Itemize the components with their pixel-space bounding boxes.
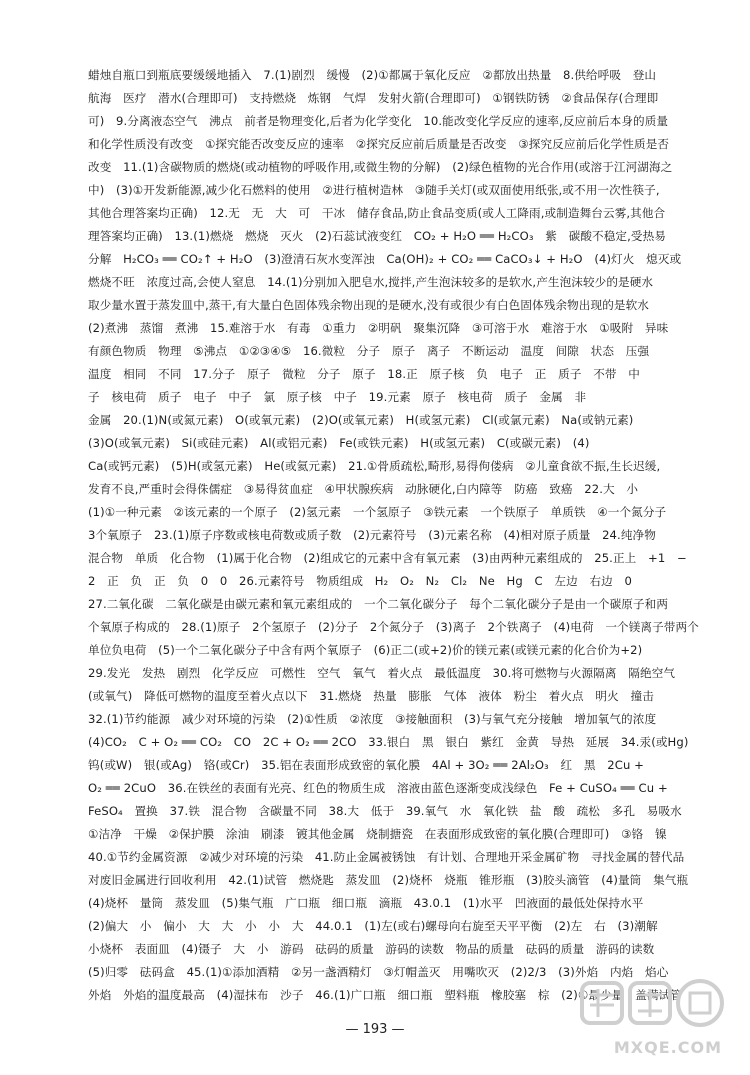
text-line: 金属 20.(1)N(或氮元素) O(或氧元素) (2)O(或氧元素) H(或氢元素) Cl(或氯元素) Na(或钠元素) <box>88 413 634 427</box>
text-line: 子 核电荷 质子 电子 中子 氯 原子核 中子 19.元素 原子 核电荷 质子 金属 非 <box>88 390 587 404</box>
text-line: 其他合理答案均正确) 12.无 无 大 可 干冰 储存食品,防止食品变质(或人工降雨,或制造舞台云雾,其他合 <box>88 206 666 220</box>
answer-text-block <box>88 64 724 1007</box>
text-line: 对废旧金属进行回收利用 42.(1)试管 燃烧匙 蒸发皿 (2)烧杯 烧瓶 锥形瓶 (3)胶头滴管 (4)量筒 集气瓶 <box>88 873 689 887</box>
text-line: 27.二氧化碳 二氧化碳是由碳元素和氧元素组成的 一个二氧化碳分子 每个二氧化碳分子是由一个碳原子和两 <box>88 597 669 611</box>
watermark-domain: MXQE.COM <box>613 1038 722 1057</box>
page-number: — 193 — <box>345 1022 405 1037</box>
text-line: 和化学性质没有改变 ①探究能否改变反应的速率 ②探究反应前后质量是否改变 ③探究反应前后化学性质是否 <box>88 137 670 151</box>
text-line: 3个氧原子 23.(1)原子序数或核电荷数或质子数 (2)元素符号 (3)元素名称 (4)相对原子质量 24.纯净物 <box>88 528 656 542</box>
watermark-logo-icon <box>578 977 728 1033</box>
text-line: 发育不良,严重时会得侏儒症 ③易得贫血症 ④甲状腺疾病 动脉硬化,白内障等 防癌 致癌 22.大 小 <box>88 482 639 496</box>
text-line: (2)偏大 小 偏小 大 大 小 小 大 44.0.1 (1)左(或右)螺母向右旋至天平平衡 (2)左 右 (3)潮解 <box>88 919 658 933</box>
text-line: 29.发光 发热 剧烈 化学反应 可燃性 空气 氧气 着火点 最低温度 30.将可燃物与火源隔离 隔绝空气 <box>88 666 676 680</box>
text-line: (4)CO₂ C + O₂ ══ CO₂ CO 2C + O₂ ══ 2CO 33.银白 黑 银白 紫红 金黄 导热 延展 34.汞(或Hg) <box>88 735 689 749</box>
text-line: ①洁净 干燥 ②保护膜 涂油 刷漆 镀其他金属 烧制搪瓷 在表面形成致密的氧化膜(合理即可) ③铬 镍 <box>88 827 667 841</box>
watermark <box>578 977 728 1057</box>
text-line: (3)O(或氧元素) Si(或硅元素) Al(或铝元素) Fe(或铁元素) H(或氢元素) C(或碳元素) (4) <box>88 436 590 450</box>
text-line: (2)煮沸 蒸馏 煮沸 15.难溶于水 有毒 ①重力 ②明矾 聚集沉降 ③可溶于水 难溶于水 ①吸附 异味 <box>88 321 669 335</box>
text-line: 分解 H₂CO₃ ══ CO₂↑ + H₂O (3)澄清石灰水变浑浊 Ca(OH)₂ + CO₂ ══ CaCO₃↓ + H₂O (4)灯火 熄灭或 <box>88 252 682 266</box>
text-line: 个氧原子构成的 28.(1)原子 2个氢原子 (2)分子 2个氮分子 (3)离子 2个铁离子 (4)电荷 一个镁离子带两个 <box>88 620 699 634</box>
text-line: (4)烧杯 量筒 蒸发皿 (5)集气瓶 广口瓶 细口瓶 滴瓶 43.0.1 (1)水平 凹液面的最低处保持水平 <box>88 896 644 910</box>
text-line: 中) (3)①开发新能源,减少化石燃料的使用 ②进行植树造林 ③随手关灯(或双面使用纸张,或不用一次性筷子, <box>88 183 660 197</box>
text-line: 32.(1)节约能源 减少对环境的污染 (2)①性质 ②浓度 ③接触面积 (3)与氧气充分接触 增加氧气的浓度 <box>88 712 657 726</box>
text-line: 混合物 单质 化合物 (1)属于化合物 (2)组成它的元素中含有氧元素 (3)由两种元素组成的 25.正上 +1 − <box>88 551 687 565</box>
text-line: 小烧杯 表面皿 (4)镊子 大 小 游码 砝码的质量 游码的读数 物品的质量 砝码的质量 游码的读数 <box>88 942 655 956</box>
text-line: 外焰 外焰的温度最高 (4)湿抹布 沙子 46.(1)广口瓶 细口瓶 塑料瓶 橡胶塞 棕 (2)①最少量 盖满试管 <box>88 988 682 1002</box>
text-line: 航海 医疗 潜水(合理即可) 支持燃烧 炼钢 气焊 发射火箭(合理即可) ①钢铁防锈 ②食品保存(合理即 <box>88 91 659 105</box>
text-line: 有颜色物质 物理 ⑤沸点 ①②③④⑤ 16.微粒 分子 原子 离子 不断运动 温度 间隙 状态 压强 <box>88 344 650 358</box>
text-line: 理答案均正确) 13.(1)燃烧 燃烧 灭火 (2)石蕊试液变红 CO₂ + H₂O ══ H₂CO₃ 紫 碳酸不稳定,受热易 <box>88 229 666 243</box>
text-line: 40.①节约金属资源 ②减少对环境的污染 41.防止金属被锈蚀 有计划、合理地开采金属矿物 寻找金属的替代品 <box>88 850 685 864</box>
text-line: O₂ ══ 2CuO 36.在铁丝的表面有光亮、红色的物质生成 溶液由蓝色逐渐变成浅绿色 Fe + CuSO₄ ══ Cu + <box>88 781 668 795</box>
text-line: (或氧气) 降低可燃物的温度至着火点以下 31.燃烧 热量 膨胀 气体 液体 粉尘 着火点 明火 撞击 <box>88 689 654 703</box>
text-line: 单位负电荷 (5)一个二氧化碳分子中含有两个氧原子 (6)正二(或+2)价的镁元素(或镁元素的化合价为+2) <box>88 643 643 657</box>
text-line: 燃烧不旺 浓度过高,会使人窒息 14.(1)分别加入肥皂水,搅拌,产生泡沫较多的是软水,产生泡沫较少的是硬水 <box>88 275 654 289</box>
text-line: 取少量水置于蒸发皿中,蒸干,有大量白色固体残余物出现的是硬水,没有或很少有白色固体残余物出现的是软水 <box>88 298 649 312</box>
text-line: 蜡烛自瓶口到瓶底要缓缓地插入 7.(1)剧烈 缓慢 (2)①都属于氧化反应 ②都放出热量 8.供给呼吸 登山 <box>88 68 657 82</box>
text-line: 温度 相同 不同 17.分子 原子 微粒 分子 原子 18.正 原子核 负 电子 正 质子 不带 中 <box>88 367 641 381</box>
text-line: 可) 9.分离液态空气 沸点 前者是物理变化,后者为化学变化 10.能改变化学反应的速率,反应前后本身的质量 <box>88 114 669 128</box>
text-line: Ca(或钙元素) (5)H(或氢元素) He(或氦元素) 21.①骨质疏松,畸形,易得佝偻病 ②儿童食欲不振,生长迟缓, <box>88 459 661 473</box>
text-line: 钨(或W) 银(或Ag) 铬(或Cr) 35.铝在表面形成致密的氧化膜 4Al + 3O₂ ══ 2Al₂O₃ 红 黑 2Cu + <box>88 758 644 772</box>
text-line: 2 正 负 正 负 0 0 26.元素符号 物质组成 H₂ O₂ N₂ Cl₂ Ne Hg C 左边 右边 0 <box>88 574 633 588</box>
text-line: (5)归零 砝码盒 45.(1)①添加酒精 ②另一盏酒精灯 ③灯帽盖灭 用嘴吹灭 (2)2/3 (3)外焰 内焰 焰心 <box>88 965 669 979</box>
text-line: (1)①一种元素 ②该元素的一个原子 (2)氢元素 一个氢原子 ③铁元素 一个铁原子 单质铁 ④一个氮分子 <box>88 505 667 519</box>
text-line: FeSO₄ 置换 37.铁 混合物 含碳量不同 38.大 低于 39.氧气 水 氧化铁 盐 酸 疏松 多孔 易吸水 <box>88 804 682 818</box>
text-line: 改变 11.(1)含碳物质的燃烧(或动植物的呼吸作用,或微生物的分解) (2)绿色植物的光合作用(或溶于江河湖海之 <box>88 160 673 174</box>
